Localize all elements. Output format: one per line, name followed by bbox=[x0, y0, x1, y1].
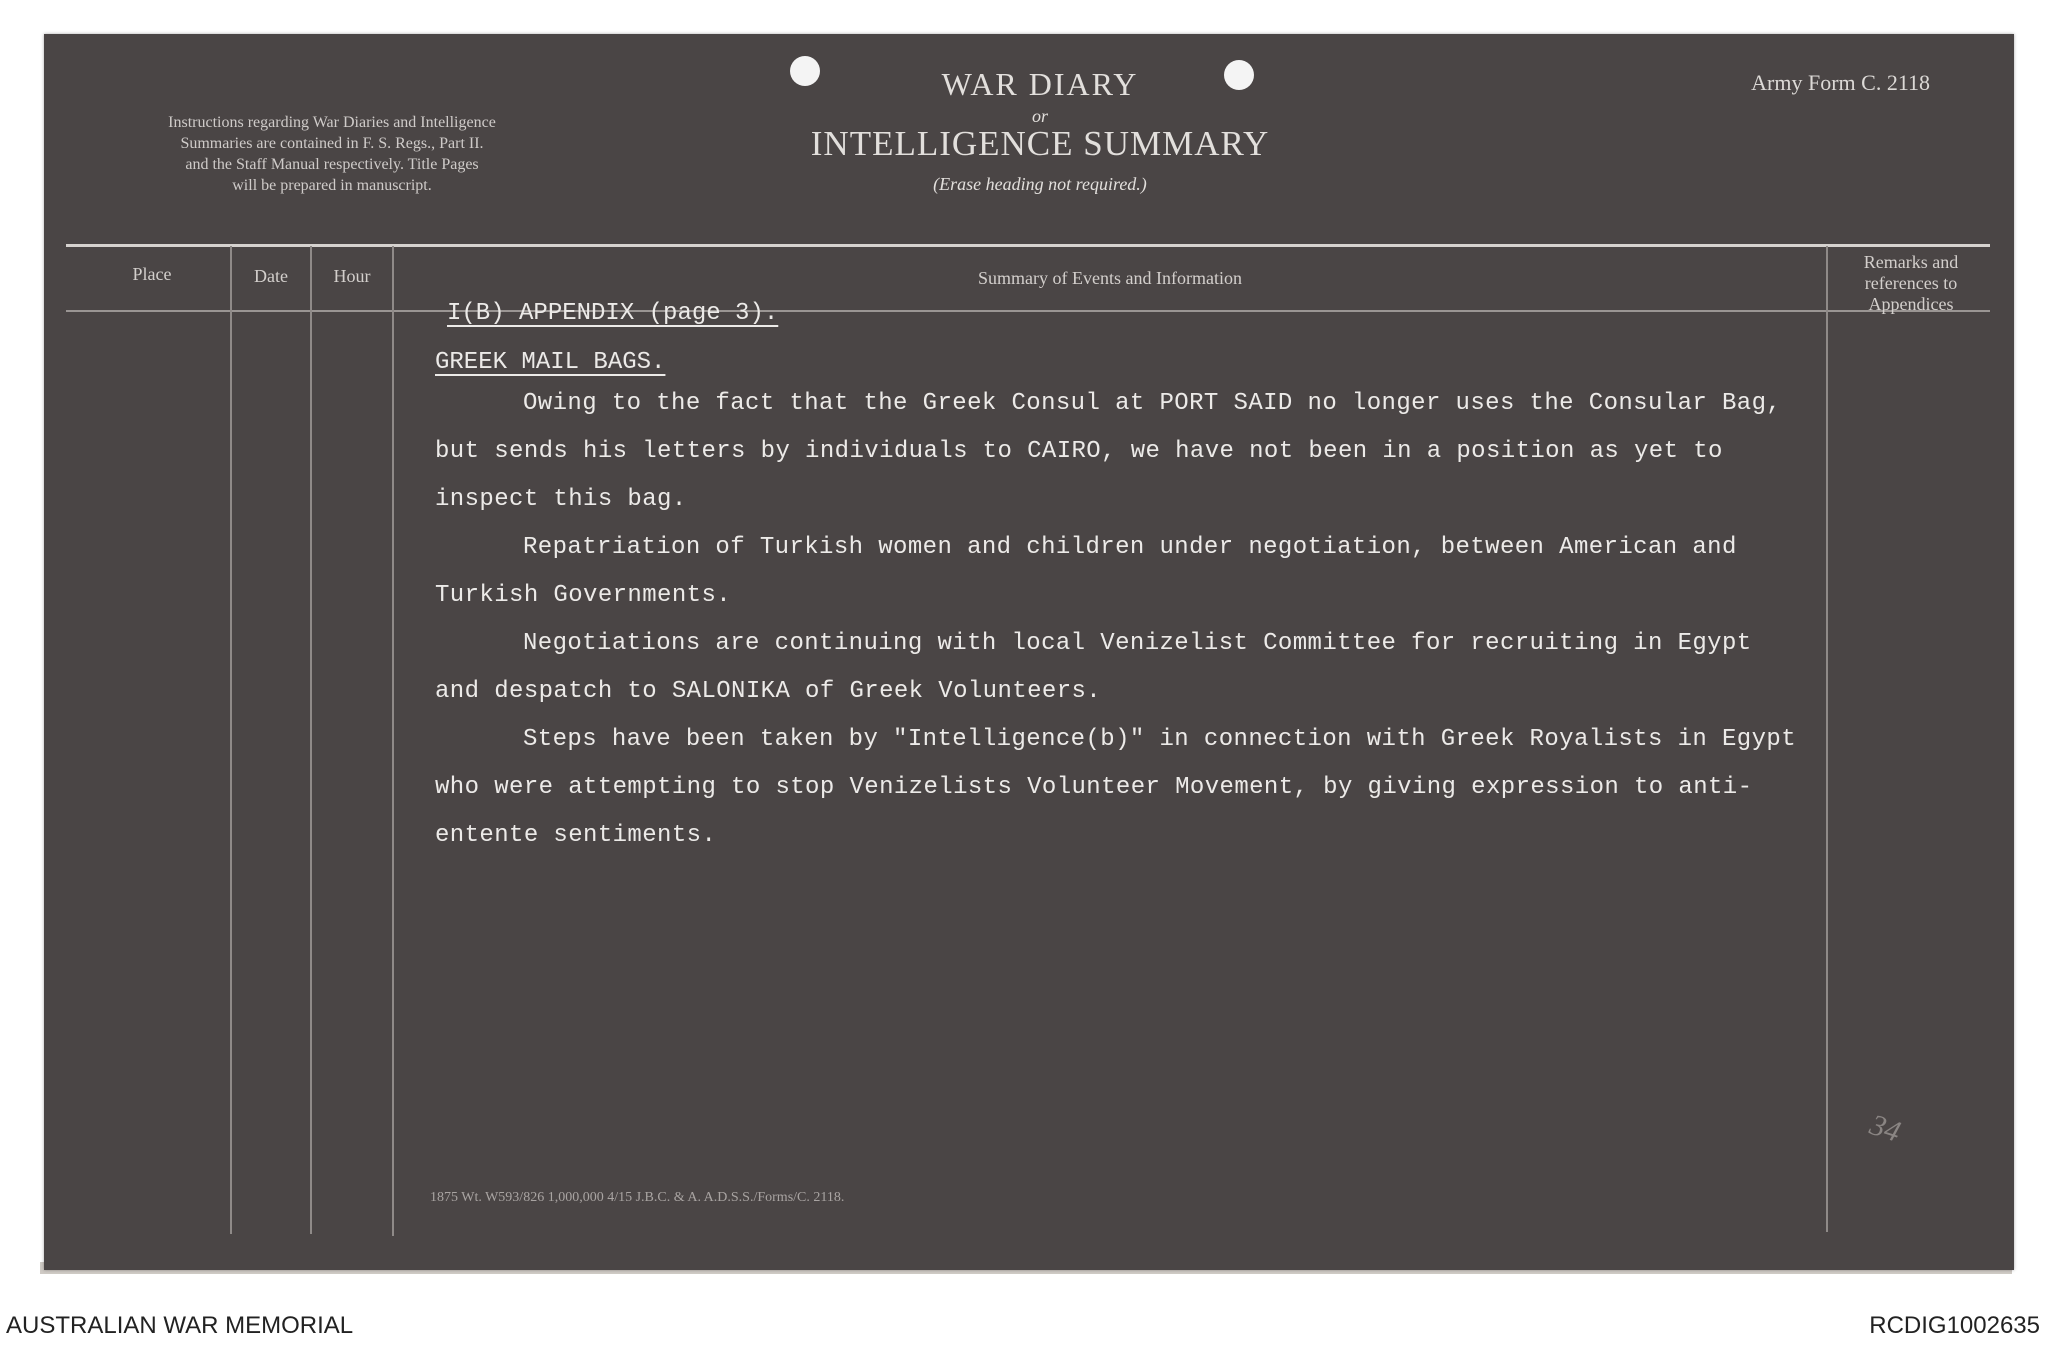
body-line: Repatriation of Turkish women and children under negotiation, between American and bbox=[523, 534, 1737, 561]
remarks-header-line: Appendices bbox=[1868, 294, 1954, 314]
instructions-line: Summaries are contained in F. S. Regs., Part II. bbox=[180, 135, 484, 152]
body-line: and despatch to SALONIKA of Greek Volunteers. bbox=[435, 678, 1102, 705]
form-number: Army Form C. 2118 bbox=[1751, 70, 1930, 95]
section-heading: GREEK MAIL BAGS. bbox=[435, 349, 666, 376]
instructions-line: Instructions regarding War Diaries and Intelligence bbox=[168, 114, 496, 131]
column-header-hour: Hour bbox=[333, 266, 371, 286]
remarks-header-line: references to bbox=[1864, 273, 1958, 293]
column-header-place: Place bbox=[132, 264, 172, 284]
form-title-or: or bbox=[1031, 106, 1048, 126]
instructions-note bbox=[72, 112, 592, 196]
caption-institution: AUSTRALIAN WAR MEMORIAL bbox=[6, 1312, 354, 1339]
column-header-remarks bbox=[1828, 252, 1994, 315]
printer-imprint: 1875 Wt. W593/826 1,000,000 4/15 J.B.C. & A. A.D.S.S./Forms/C. 2118. bbox=[430, 1190, 845, 1205]
body-line: Owing to the fact that the Greek Consul at PORT SAID no longer uses the Consular Bag, bbox=[523, 390, 1782, 417]
summary-body bbox=[435, 300, 1795, 860]
column-divider bbox=[230, 246, 232, 1234]
body-line: but sends his letters by individuals to CAIRO, we have not been in a position as yet to bbox=[435, 438, 1723, 465]
form-subtitle: INTELLIGENCE SUMMARY bbox=[810, 124, 1270, 163]
folio-number: 34 bbox=[1865, 1108, 1905, 1149]
instructions-line: and the Staff Manual respectively. Title Pages bbox=[185, 156, 479, 173]
body-line: Turkish Governments. bbox=[435, 582, 732, 609]
column-header-date: Date bbox=[254, 266, 288, 286]
body-line: Negotiations are continuing with local Venizelist Committee for recruiting in Egypt bbox=[523, 630, 1752, 657]
column-header-summary: Summary of Events and Information bbox=[978, 268, 1242, 288]
column-divider bbox=[392, 246, 394, 1236]
remarks-header-line: Remarks and bbox=[1863, 252, 1959, 272]
body-line: inspect this bag. bbox=[435, 486, 687, 513]
erase-note: (Erase heading not required.) bbox=[933, 174, 1147, 194]
instructions-line: will be prepared in manuscript. bbox=[232, 177, 432, 194]
body-line: entente sentiments. bbox=[435, 822, 717, 849]
column-divider bbox=[310, 246, 312, 1234]
column-divider bbox=[1826, 246, 1828, 1232]
body-line: who were attempting to stop Venizelists Volunteer Movement, by giving expression to anti- bbox=[435, 774, 1753, 801]
appendix-heading: I(B) APPENDIX (page 3). bbox=[447, 300, 779, 327]
body-line: Steps have been taken by "Intelligence(b)" in connection with Greek Royalists in Egypt bbox=[523, 726, 1797, 753]
caption-record-id: RCDIG1002635 bbox=[1869, 1312, 2040, 1339]
form-title: WAR DIARY bbox=[941, 66, 1139, 102]
header-rule-top bbox=[66, 244, 1990, 247]
